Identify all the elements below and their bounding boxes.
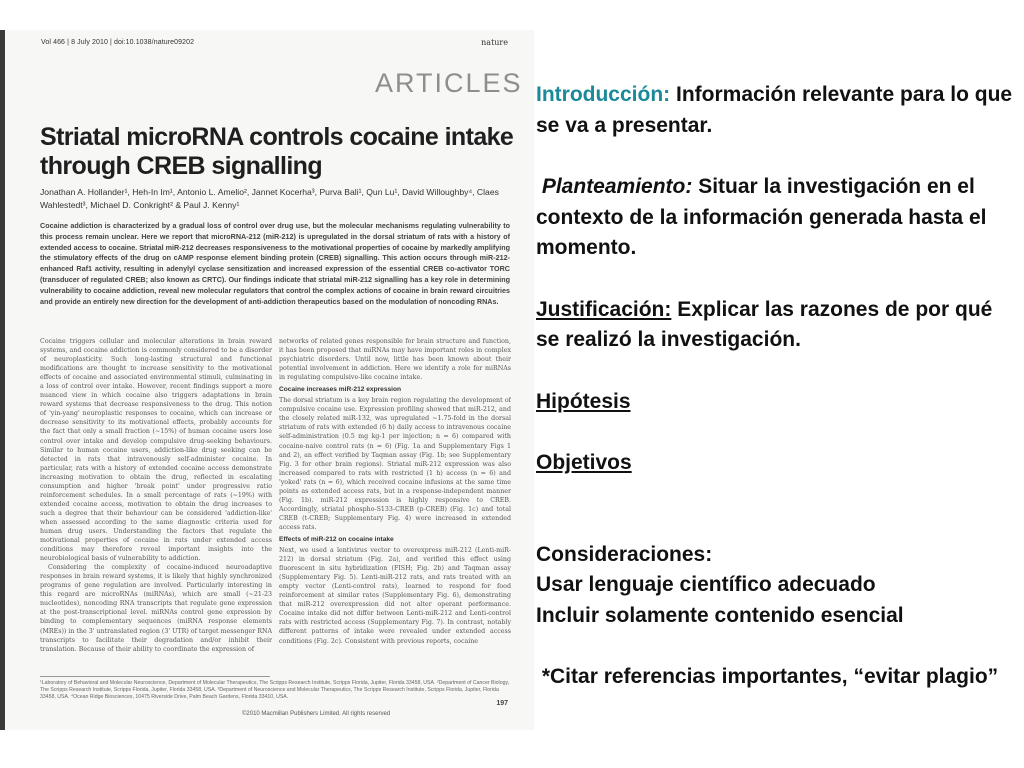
copyright-line: ©2010 Macmillan Publishers Limited. All rights reserved <box>242 711 391 717</box>
article-scan <box>0 30 534 730</box>
note-citar <box>536 662 1018 693</box>
article-authors: Jonathan A. Hollander¹, Heh-In Im¹, Antonio L. Amelio², Jannet Kocerha³, Purva Bali¹, Qun Lu¹, David Willoughby⁴, Claes Wahlestedt³, Michael D. Conkright² & Paul J. Kenny¹ <box>40 187 499 210</box>
notes-panel <box>536 80 1018 693</box>
body-paragraph: Next, we used a lentivirus vector to overexpress miR-212 (Lenti-miR-212) in dorsal striatum (Fig. 2a), and verified this effect using fluorescent in situ hybridization (FISH; Fig. 2b) and Taqman assay (Supplementary Fig. 5). Lenti-miR-212 rats, and rats treated with an empty vector (Lenti-control rats), learned to respond for food reinforcement at similar rates (Supplementary Fig. 6), demonstrating that miR-212 overexpression did not alter operant performance. Cocaine intake did not differ between Lenti-miR-212 and Lenti-control rats with restricted access (Supplementary Fig. 7). In contrast, notably different patterns of intake were revealed under extended access conditions (Fig. 2c). Consistent with previous reports, cocaine <box>279 547 511 645</box>
article-title: Striatal microRNA controls cocaine intake through CREB signalling <box>40 123 514 180</box>
note-consideraciones-label: Consideraciones: <box>536 542 713 566</box>
note-consideracion-1: Usar lenguaje científico adecuado <box>536 573 876 596</box>
affiliations-footnote: ¹Laboratory of Behavioral and Molecular Neuroscience, Department of Molecular Therapeutics, The Scripps Research Institute, Scripps Florida, Jupiter, Florida 33458, USA. ²Department of Cancer Biology, The Scripps Research Institute, Scripps Florida, Jupiter, Florida 33458, USA. ³Department of Neuroscience and Molecular Therapeutics, The Scripps Research Institute, Scripps Florida, Jupiter, Florida 33458, USA. ⁴Ocean Ridge Biosciences, 10475 Riverside Drive, Palm Beach Gardens, Florida 33410, USA. <box>40 680 510 700</box>
footnote-divider <box>40 676 270 677</box>
note-consideracion-2: Incluir solamente contenido esencial <box>536 603 904 627</box>
body-column-right <box>279 337 511 682</box>
body-column-left <box>40 337 272 672</box>
note-text: Situar la investigación en el contexto de la información generada hasta el momento. <box>536 175 987 259</box>
body-paragraph: Cocaine triggers cellular and molecular alterations in brain reward systems, and cocaine addiction is commonly considered to be a disorder of neuroplasticity. Such long-lasting structural and functional modifications are thought to increase sensitivity to the motivational effects of cocaine and associated environmental stimuli, culminating in a loss of control over intake. However, recent findings support a more nuanced view in which cocaine also triggers adaptations in brain reward systems that decrease responsiveness to the drug. This notion of 'yin-yang' neuroplastic responses to cocaine, which can increase or decrease sensitivity to its motivational effects, probably accounts for the fact that only a small fraction (~15%) of human cocaine users lose control over intake and develop compulsive drug-seeking behaviours. Similar to human cocaine users, addiction-like drug seeking can be detected in rats that intravenously self-administer cocaine. In particular, rats with a history of extended cocaine access demonstrate increasing motivation to obtain the drug, reflected in escalating consumption and higher 'break point' under progressive ratio reinforcement schedules. In a small percentage of rats (~19%) with extended cocaine access, motivation to obtain the drug increases to such a degree that their behaviour can be considered 'addiction-like' when assessed according to the same diagnostic criteria used for human drug users. Understanding the factors that regulate the motivational properties of cocaine in rats under extended access conditions may therefore reveal important insights into the neurobiological basis of vulnerability to addiction. <box>40 338 272 563</box>
note-planteamiento <box>536 172 1018 264</box>
note-label: Introducción: <box>536 83 671 106</box>
note-label: Justificación: <box>536 297 672 321</box>
section-label: ARTICLES <box>375 68 523 98</box>
note-text: *Citar referencias importantes, “evitar plagio” <box>541 665 999 688</box>
subheading: Effects of miR-212 on cocaine intake <box>279 535 394 543</box>
article-meta: Vol 466 | 8 July 2010 | doi:10.1038/nature09202 <box>41 39 195 46</box>
note-objetivos: Objetivos <box>536 451 632 474</box>
journal-name: nature <box>481 38 508 47</box>
body-paragraph: networks of related genes responsible for brain structure and function, it has been proposed that miRNAs may have important roles in complex psychiatric disorders. Until now, little has been known about their potential involvement in addiction. Here we identify a role for miRNAs in regulating compulsive-like cocaine intake. <box>279 338 511 382</box>
body-paragraph: Considering the complexity of cocaine-induced neuroadaptive responses in brain reward systems, it is likely that highly synchronized programs of gene regulation are involved. Particularly interesting in this regard are microRNAs (miRNAs), which are small (~21-23 nucleotides), noncoding RNA transcripts that regulate gene expression at the post-transcriptional level. miRNAs control gene expression by binding to complementary sequences (miRNA response elements (MREs)) in the 3' untranslated region (3' UTR) of target messenger RNA transcripts to facilitate their degradation and/or inhibit their translation. Because of their ability to coordinate the expression of <box>40 564 272 653</box>
note-text: Explicar las razones de por qué se realizó la investigación. <box>536 297 993 351</box>
note-text: Información relevante para lo que se va a presentar. <box>536 83 1013 137</box>
scan-edge <box>0 30 5 730</box>
article-abstract: Cocaine addiction is characterized by a gradual loss of control over drug use, but the molecular mechanisms regulating vulnerability to this process remain unclear. Here we report that microRNA-212 (miR-212) is upregulated in the dorsal striatum of rats with a history of extended access to cocaine. Striatal miR-212 decreases responsiveness to the motivational properties of cocaine by markedly amplifying the stimulatory effects of the drug on cAMP response element binding protein (CREB) signalling. This action occurs through miR-212-enhanced Raf1 activity, resulting in adenylyl cyclase sensitization and increased expression of the essential CREB co-activator TORC (transducer of regulated CREB; also known as CRTC). Our findings indicate that striatal miR-212 signalling has a key role in determining vulnerability to cocaine addiction, reveal new molecular regulators that control the complex actions of cocaine in brain reward circuitries and provide an entirely new direction for the development of anti-addiction therapeutics based on the modulation of noncoding RNAs. <box>40 221 510 306</box>
note-introduccion <box>536 80 1018 141</box>
subheading: Cocaine increases miR-212 expression <box>279 386 402 394</box>
page-number: 197 <box>496 700 508 707</box>
note-label: Planteamiento: <box>541 175 693 198</box>
body-paragraph: The dorsal striatum is a key brain region regulating the development of compulsive cocaine use. Expression profiling showed that miR-212, and the closely related miR-132, was upregulated ~1.75-fold in the dorsal striatum of rats with extended (6 h) daily access to intravenous cocaine self-administration (0.5 mg kg-1 per injection; n = 6) compared with cocaine-naive control rats (n = 6) (Fig. 1a and Supplementary Figs 1 and 2), an effect verified by Taqman assay (Fig. 1b; see Supplementary Fig. 3 for other brain regions). Striatal miR-212 expression was also increased compared to rats with restricted (1 h) access (n = 6) and 'yoked' rats (n = 6), which received cocaine infusions at the same time points as extended access rats, but in a response-independent manner (Fig. 1b). miR-212 expression is highly responsive to CREB. Accordingly, striatal phospho-S133-CREB (p-CREB) (Fig. 1c) and total CREB (t-CREB; Supplementary Fig. 4) were increased in extended access rats. <box>279 397 511 531</box>
note-justificacion <box>536 295 1018 356</box>
note-hipotesis: Hipótesis <box>536 389 631 413</box>
